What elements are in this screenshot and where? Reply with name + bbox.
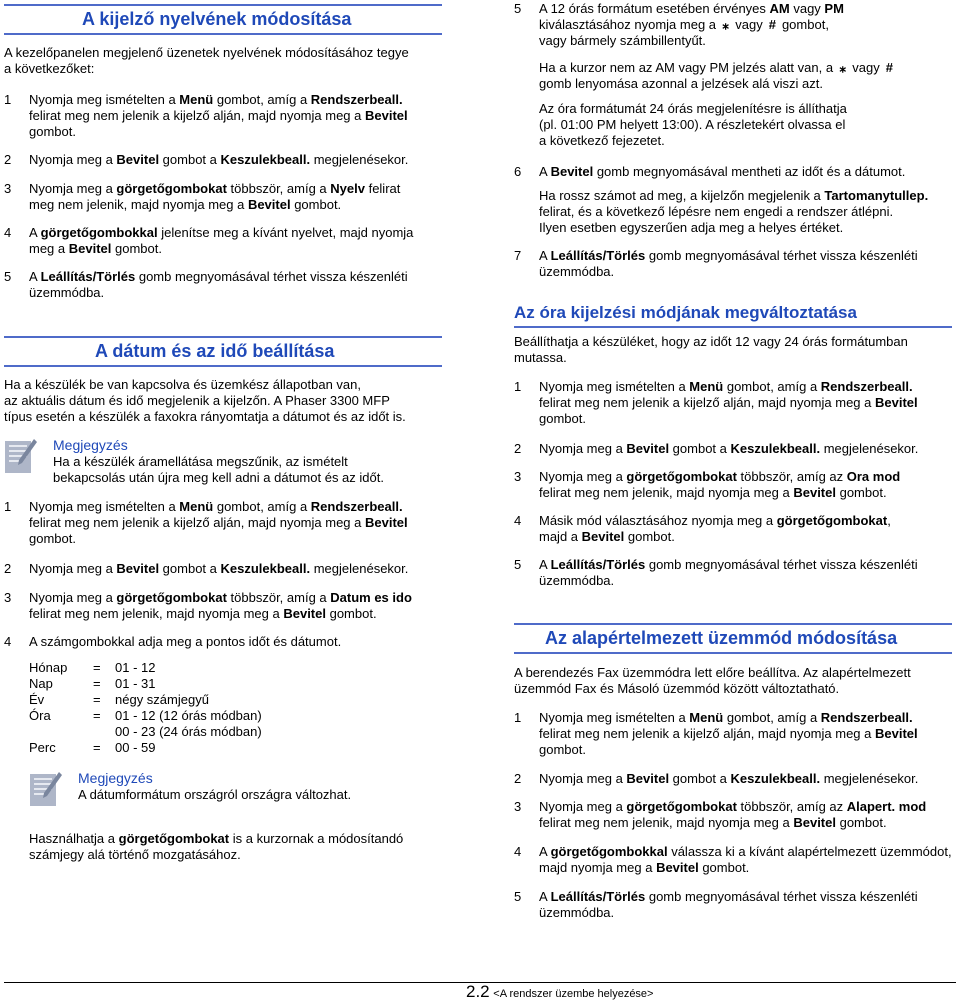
text-line: üzemmódba. bbox=[539, 573, 615, 588]
text-line: majd a Bevitel gombot. bbox=[539, 529, 675, 544]
table-cell-label: Óra bbox=[29, 708, 51, 723]
table-row bbox=[29, 676, 335, 692]
step-number: 1 bbox=[514, 379, 522, 394]
text-line: felirat meg nem jelenik, majd nyomja meg a Bevitel gombot. bbox=[539, 815, 887, 830]
step-text bbox=[539, 248, 918, 280]
note-pencil-icon bbox=[29, 770, 63, 810]
table-cell-eq bbox=[93, 724, 115, 740]
intro-line: mutassa. bbox=[514, 350, 567, 365]
section-rule bbox=[514, 326, 952, 328]
step-number: 2 bbox=[514, 771, 522, 786]
step-number: 2 bbox=[4, 152, 12, 167]
table-row bbox=[29, 660, 335, 676]
note-box bbox=[4, 437, 434, 487]
section-rule bbox=[514, 623, 952, 625]
text-line: vagy bármely számbillentyűt. bbox=[539, 33, 706, 48]
chapter-label: <A rendszer üzembe helyezése> bbox=[493, 988, 654, 1000]
step-number: 1 bbox=[4, 92, 12, 107]
text-line: Nyomja meg ismételten a Menü gombot, amíg a Rendszerbeall. bbox=[539, 710, 913, 725]
table-cell-eq: = bbox=[93, 660, 101, 675]
step-number: 3 bbox=[4, 590, 12, 605]
step-text bbox=[29, 269, 408, 301]
section-rule bbox=[4, 365, 442, 367]
step-number: 4 bbox=[514, 513, 522, 528]
intro-line: az aktuális dátum és idő megjelenik a kijelzőn. A Phaser 3300 MFP bbox=[4, 393, 390, 408]
table-cell-eq: = bbox=[93, 708, 101, 723]
hash-key-icon: # bbox=[768, 17, 776, 32]
section-rule bbox=[4, 336, 442, 338]
table-cell-eq: = bbox=[93, 676, 101, 691]
text-line: Az óra formátumát 24 órás megjelenítésre is állíthatja bbox=[539, 101, 847, 116]
text-line: felirat, és a következő lépésre nem engedi a rendszer átlépni. bbox=[539, 204, 894, 219]
section-rule bbox=[514, 652, 952, 654]
table-cell-value: 01 - 12 (12 órás módban) bbox=[115, 708, 262, 723]
section-rule bbox=[4, 33, 442, 35]
text-line: üzemmódba. bbox=[539, 905, 615, 920]
step-number: 6 bbox=[514, 164, 522, 179]
text-line: felirat meg nem jelenik, majd nyomja meg a Bevitel gombot. bbox=[539, 485, 887, 500]
text-line: A 12 órás formátum esetében érvényes AM vagy PM bbox=[539, 1, 844, 16]
text-line: A Leállítás/Törlés gomb megnyomásával térhet vissza készenléti bbox=[539, 889, 918, 904]
text-line: Másik mód választásához nyomja meg a görgetőgombokat, bbox=[539, 513, 891, 528]
step-text bbox=[29, 561, 408, 577]
text-line: Nyomja meg a görgetőgombokat többször, amíg az Ora mod bbox=[539, 469, 901, 484]
step-text bbox=[539, 164, 905, 180]
text-line: Nyomja meg a Bevitel gombot a Keszulekbeall. megjelenésekor. bbox=[29, 561, 409, 576]
intro-line: Ha a készülék be van kapcsolva és üzemkész állapotban van, bbox=[4, 377, 361, 392]
step-text bbox=[29, 92, 408, 140]
step-text bbox=[539, 513, 891, 545]
step-number: 2 bbox=[4, 561, 12, 576]
step-text bbox=[539, 379, 918, 427]
outro-paragraph bbox=[29, 831, 403, 863]
table-row bbox=[29, 708, 335, 724]
step-text bbox=[539, 799, 926, 831]
text-line: felirat meg nem jelenik a kijelző alján, majd nyomja meg a Bevitel bbox=[539, 395, 918, 410]
note-text: Ha a készülék áramellátása megszűnik, az ismételt bekapcsolás után újra meg kell adni a dátumot és az időt. bbox=[53, 454, 384, 485]
step-number: 7 bbox=[514, 248, 522, 263]
step-number: 4 bbox=[4, 225, 12, 240]
table-cell-label: Év bbox=[29, 692, 45, 707]
text-line: A számgombokkal adja meg a pontos időt és dátumot. bbox=[29, 634, 342, 649]
text-line: (pl. 01:00 PM helyett 13:00). A részletekért olvassa el bbox=[539, 117, 846, 132]
step-text bbox=[29, 225, 413, 257]
date-format-table bbox=[29, 660, 335, 756]
step-text bbox=[539, 469, 900, 501]
text-line: gombot. bbox=[29, 531, 76, 546]
text-line: felirat meg nem jelenik a kijelző alján, majd nyomja meg a Bevitel bbox=[29, 108, 408, 123]
table-cell-label: Hónap bbox=[29, 660, 68, 675]
text-line: üzemmódba. bbox=[29, 285, 105, 300]
section-title: Az alapértelmezett üzemmód módosítása bbox=[545, 628, 898, 648]
text-line: meg a Bevitel gombot. bbox=[29, 241, 162, 256]
text-line: felirat meg nem jelenik a kijelző alján, majd nyomja meg a Bevitel bbox=[539, 726, 918, 741]
star-key-icon: ⁎ bbox=[722, 17, 729, 32]
page-number: 2.2 bbox=[466, 982, 490, 1001]
step-text bbox=[29, 499, 408, 547]
text-line: Használhatja a görgetőgombokat is a kurzornak a módosítandó bbox=[29, 831, 404, 846]
step-text bbox=[29, 181, 400, 213]
text-line: felirat meg nem jelenik, majd nyomja meg a Bevitel gombot. bbox=[29, 606, 377, 621]
note-pencil-icon bbox=[4, 437, 38, 477]
step-text bbox=[539, 889, 918, 921]
step-number: 3 bbox=[4, 181, 12, 196]
step-number: 1 bbox=[514, 710, 522, 725]
text-line: üzemmódba. bbox=[539, 264, 615, 279]
star-key-icon: ⁎ bbox=[839, 60, 846, 75]
text-line: Ilyen esetben egyszerűen adja meg a helyes értéket. bbox=[539, 220, 844, 235]
text-line: a következő fejezetet. bbox=[539, 133, 665, 148]
text-line: Nyomja meg ismételten a Menü gombot, amíg a Rendszerbeall. bbox=[539, 379, 913, 394]
intro-line: üzemmód Fax és Másoló üzemmód között változtatható. bbox=[514, 681, 840, 696]
page-footer bbox=[466, 984, 653, 1002]
step-number: 2 bbox=[514, 441, 522, 456]
step-text bbox=[539, 844, 952, 876]
text-line: meg nem jelenik, majd nyomja meg a Bevitel gombot. bbox=[29, 197, 342, 212]
text-line: gombot. bbox=[539, 411, 586, 426]
table-cell-eq: = bbox=[93, 740, 101, 755]
intro-line: A berendezés Fax üzemmódra lett előre beállítva. Az alapértelmezett bbox=[514, 665, 911, 680]
step-text bbox=[539, 771, 918, 787]
text-line: Nyomja meg a Bevitel gombot a Keszulekbeall. megjelenésekor. bbox=[29, 152, 409, 167]
text-line: gombot. bbox=[539, 742, 586, 757]
table-row bbox=[29, 692, 335, 708]
step-text bbox=[539, 710, 918, 758]
text-line: Nyomja meg a görgetőgombokat többször, amíg az Alapert. mod bbox=[539, 799, 927, 814]
step-number: 4 bbox=[4, 634, 12, 649]
section-rule bbox=[4, 4, 442, 6]
text-line: felirat meg nem jelenik a kijelző alján, majd nyomja meg a Bevitel bbox=[29, 515, 408, 530]
note-heading: Megjegyzés bbox=[78, 770, 153, 786]
table-cell-value: 01 - 12 bbox=[115, 660, 156, 675]
hash-key-icon: # bbox=[885, 60, 893, 75]
intro-line: a következőket: bbox=[4, 61, 95, 76]
step-number: 1 bbox=[4, 499, 12, 514]
text-line: gomb lenyomása azonnal a jelzések alá viszi azt. bbox=[539, 76, 823, 91]
text-line: A Leállítás/Törlés gomb megnyomásával térhet vissza készenléti bbox=[539, 248, 918, 263]
step-number: 5 bbox=[4, 269, 12, 284]
step-text bbox=[29, 590, 412, 622]
step-text bbox=[29, 634, 341, 650]
text-line: majd nyomja meg a Bevitel gombot. bbox=[539, 860, 750, 875]
text-line: Nyomja meg ismételten a Menü gombot, amíg a Rendszerbeall. bbox=[29, 499, 403, 514]
intro-line: típus esetén a készülék a faxokra rányomtatja a dátumot és az időt is. bbox=[4, 409, 406, 424]
table-row bbox=[29, 740, 335, 756]
step-text bbox=[539, 1, 844, 49]
table-cell-value: 00 - 59 bbox=[115, 740, 156, 755]
section-title: Az óra kijelzési módjának megváltoztatása bbox=[514, 303, 857, 322]
note-text: A dátumformátum országról országra változhat. bbox=[78, 787, 352, 802]
step-text bbox=[539, 441, 918, 457]
table-cell-eq: = bbox=[93, 692, 101, 707]
text-line: A görgetőgombokkal jelenítse meg a kívánt nyelvet, majd nyomja bbox=[29, 225, 414, 240]
text-line: Nyomja meg a Bevitel gombot a Keszulekbeall. megjelenésekor. bbox=[539, 771, 919, 786]
info-paragraph bbox=[539, 101, 847, 149]
step-number: 5 bbox=[514, 1, 522, 16]
text-line: számjegy alá történő mozgatásához. bbox=[29, 847, 241, 862]
table-cell-label: Nap bbox=[29, 676, 53, 691]
table-cell-label bbox=[29, 724, 93, 740]
text-line: Nyomja meg a görgetőgombokat többször, amíg a Datum es ido bbox=[29, 590, 412, 605]
table-cell-label: Perc bbox=[29, 740, 56, 755]
table-row bbox=[29, 724, 335, 740]
text-line: gombot. bbox=[29, 124, 76, 139]
info-paragraph bbox=[539, 188, 928, 236]
text-line: kiválasztásához nyomja meg a ⁎ vagy # gombot, bbox=[539, 17, 829, 32]
text-line: Nyomja meg a Bevitel gombot a Keszulekbeall. megjelenésekor. bbox=[539, 441, 919, 456]
step-number: 5 bbox=[514, 557, 522, 572]
table-cell-value: 00 - 23 (24 órás módban) bbox=[115, 724, 262, 739]
text-line: A Leállítás/Törlés gomb megnyomásával térhet vissza készenléti bbox=[539, 557, 918, 572]
step-number: 3 bbox=[514, 469, 522, 484]
text-line: Ha a kurzor nem az AM vagy PM jelzés alatt van, a ⁎ vagy # bbox=[539, 60, 895, 76]
text-line: A görgetőgombokkal válassza ki a kívánt alapértelmezett üzemmódot, bbox=[539, 844, 952, 859]
table-cell-value: 01 - 31 bbox=[115, 676, 156, 691]
text-line: A Bevitel gomb megnyomásával mentheti az időt és a dátumot. bbox=[539, 164, 906, 179]
note-box bbox=[29, 770, 429, 810]
step-text bbox=[29, 152, 408, 168]
text-line: Ha rossz számot ad meg, a kijelzőn megjelenik a Tartomanytullep. bbox=[539, 188, 929, 203]
table-cell-value: négy számjegyű bbox=[115, 692, 209, 707]
text-line: Nyomja meg a görgetőgombokat többször, amíg a Nyelv felirat bbox=[29, 181, 401, 196]
info-paragraph bbox=[539, 60, 895, 92]
section-title: A dátum és az idő beállítása bbox=[95, 341, 335, 361]
section-title: A kijelző nyelvének módosítása bbox=[82, 9, 352, 29]
step-text bbox=[539, 557, 918, 589]
text-line: Nyomja meg ismételten a Menü gombot, amíg a Rendszerbeall. bbox=[29, 92, 403, 107]
step-number: 3 bbox=[514, 799, 522, 814]
text-line: A Leállítás/Törlés gomb megnyomásával térhet vissza készenléti bbox=[29, 269, 408, 284]
step-number: 5 bbox=[514, 889, 522, 904]
intro-line: A kezelőpanelen megjelenő üzenetek nyelvének módosításához tegye bbox=[4, 45, 409, 60]
step-number: 4 bbox=[514, 844, 522, 859]
note-heading: Megjegyzés bbox=[53, 437, 128, 453]
intro-line: Beállíthatja a készüléket, hogy az időt 12 vagy 24 órás formátumban bbox=[514, 334, 908, 349]
